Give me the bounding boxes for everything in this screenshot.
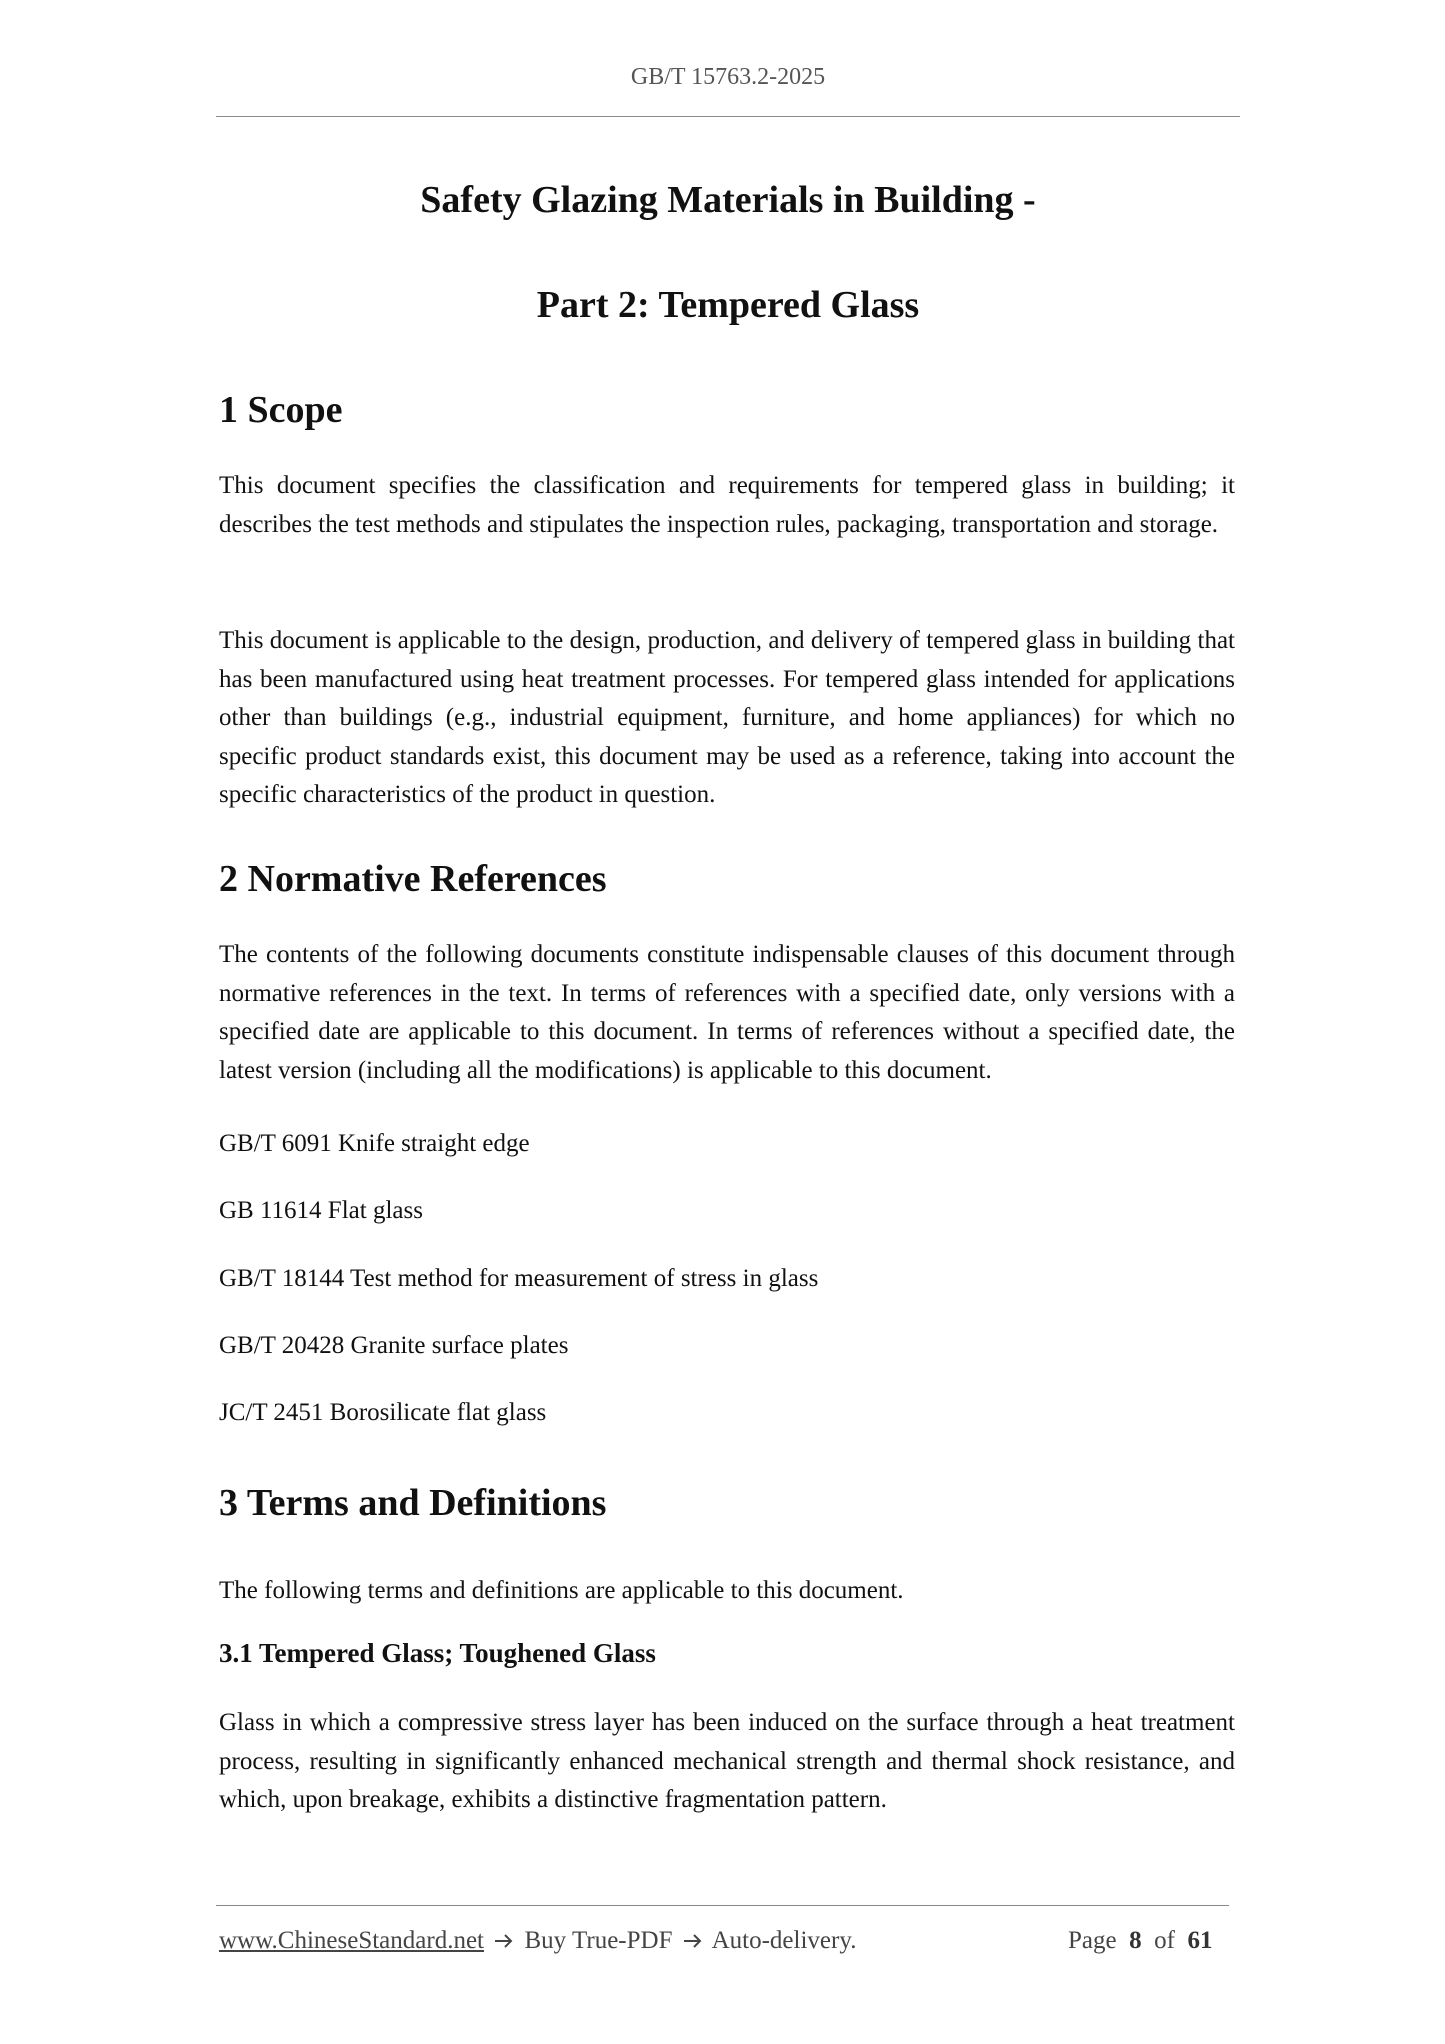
scope-paragraph-2: This document is applicable to the design, production, and delivery of tempered glass in building that has been manufactured using heat treatment processes. For tempered glass intended for applications other than buildings (e.g., industrial equipment, furniture, and home appliances) for which no specific product standards exist, this document may be used as a reference, taking into account the specific characteristics of the product in question. — [219, 627, 1235, 808]
reference-item: GB/T 20428 Granite surface plates — [219, 1332, 569, 1359]
page-number — [1068, 1927, 1212, 1955]
of-label: of — [1154, 1927, 1175, 1954]
website-link[interactable]: www.ChineseStandard.net — [219, 1927, 484, 1954]
section-heading-normative-references: 2 Normative References — [219, 858, 607, 900]
page-label: Page — [1068, 1927, 1117, 1954]
current-page-number: 8 — [1129, 1927, 1142, 1954]
reference-item: GB/T 6091 Knife straight edge — [219, 1130, 530, 1157]
document-code-header: GB/T 15763.2-2025 — [630, 64, 826, 90]
total-page-count: 61 — [1187, 1927, 1213, 1954]
buy-true-pdf-text: Buy True-PDF — [524, 1927, 673, 1954]
section-heading-scope: 1 Scope — [219, 389, 343, 431]
arrow-right-icon — [494, 1933, 514, 1949]
terms-intro-paragraph: The following terms and definitions are applicable to this document. — [219, 1577, 904, 1604]
footer-divider — [216, 1905, 1229, 1906]
document-title: Safety Glazing Materials in Building - — [420, 179, 1036, 221]
header-divider — [216, 116, 1240, 117]
document-subtitle: Part 2: Tempered Glass — [536, 284, 920, 326]
arrow-right-icon — [683, 1933, 703, 1949]
reference-item: GB 11614 Flat glass — [219, 1197, 423, 1224]
footer-promo — [219, 1927, 856, 1955]
auto-delivery-text: Auto-delivery. — [711, 1927, 857, 1954]
reference-item: GB/T 18144 Test method for measurement of stress in glass — [219, 1265, 819, 1292]
normative-references-paragraph: The contents of the following documents constitute indispensable clauses of this document through normative references in the text. In terms of references with a specified date, only versions with a specified date are applicable to this document. In terms of references without a specified date, the latest version (including all the modifications) is applicable to this document. — [219, 941, 1235, 1084]
scope-paragraph-1: This document specifies the classification and requirements for tempered glass in building; it describes the test methods and stipulates the inspection rules, packaging, transportation and storage. — [219, 472, 1235, 538]
section-heading-terms-definitions: 3 Terms and Definitions — [219, 1482, 607, 1524]
subsection-heading-tempered-glass: 3.1 Tempered Glass; Toughened Glass — [219, 1638, 656, 1668]
reference-item: JC/T 2451 Borosilicate flat glass — [219, 1399, 547, 1426]
tempered-glass-definition: Glass in which a compressive stress layer has been induced on the surface through a heat treatment process, resulting in significantly enhanced mechanical strength and thermal shock resistance, and which, upon breakage, exhibits a distinctive fragmentation pattern. — [219, 1709, 1235, 1813]
